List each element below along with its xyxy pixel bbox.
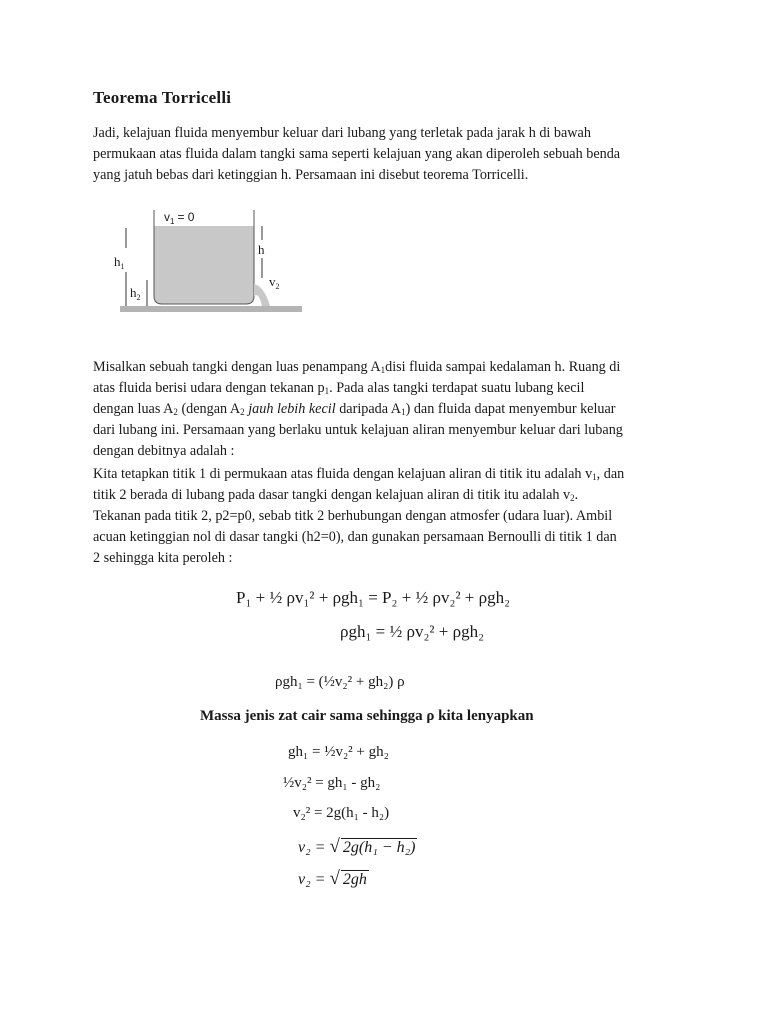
intro-line: yang jatuh bebas dari ketinggian h. Persamaan ini disebut teorema Torricelli. (93, 167, 529, 183)
paragraph-line: atas fluida berisi udara dengan tekanan $p_1$. Pada alas tangki terdapat suatu lubang kecil (93, 380, 585, 396)
tank-fluid (154, 226, 254, 304)
page-title: Teorema Torricelli (93, 88, 232, 107)
equation-step: ½v₂² = gh₁ - gh₂ (283, 775, 381, 791)
paragraph-line: dengan luas $A_2$ (dengan $A_2$ jauh lebih kecil daripada $A_1$) dan fluida dapat menyembur keluar (93, 401, 616, 417)
equation-torricelli: v₂ = √ 2gh (298, 868, 367, 889)
water-jet (254, 284, 270, 306)
paragraph-line: dari lubang ini. Persamaan yang berlaku untuk kelajuan aliran menyembur keluar dari lubang (93, 422, 623, 438)
label-h: h (258, 242, 265, 257)
equation-sqrt-h1-h2: v₂ = √ 2g(h₁ − h₂) (298, 836, 416, 857)
label-h1: $h_1$ (114, 254, 125, 271)
label-h2: $h_2$ (130, 285, 141, 302)
paragraph-line: Tekanan pada titik 2, p2=p0, sebab titk 2 berhubungan dengan atmosfer (udara luar). Ambil (93, 508, 613, 524)
radical-sign: √ (329, 836, 340, 857)
equation-step: v₂² = 2g(h₁ - h₂) (293, 805, 390, 821)
intro-line: Jadi, kelajuan fluida menyembur keluar dari lubang yang terletak pada jarak h di bawah (93, 125, 591, 141)
tank-description-paragraph (93, 357, 693, 462)
radical-sign: √ (329, 868, 340, 889)
paragraph-line: 2 sehingga kita peroleh : (93, 550, 233, 566)
torricelli-tank-diagram (112, 200, 302, 320)
intro-paragraph (93, 123, 693, 186)
paragraph-line: Misalkan sebuah tangki dengan luas penampang $A_1disi$ fluida sampai kedalaman h. Ruang di (93, 359, 621, 375)
equation-note: Massa jenis zat cair sama sehingga ρ kita lenyapkan (200, 708, 534, 724)
intro-line: permukaan atas fluida dalam tangki sama seperti kelajuan yang akan diperoleh sebuah benda (93, 146, 621, 162)
equation-step: gh₁ = ½v₂² + gh₂ (288, 744, 389, 760)
equation-bernoulli: P₁ + ½ ρv₁² + ρgh₁ = P₂ + ½ ρv₂² + ρgh₂ (236, 588, 511, 607)
paragraph-line: dengan debitnya adalah : (93, 443, 235, 459)
label-v1: $v_1 = 0$ (164, 210, 195, 226)
ground-base (120, 306, 302, 312)
label-v2: $v_2$ (269, 274, 280, 291)
paragraph-line: Kita tetapkan titik 1 di permukaan atas fluida dengan kelajuan aliran di titik itu adalah $v_1$, dan (93, 466, 625, 482)
bernoulli-setup-paragraph (93, 464, 693, 569)
paragraph-line: titik 2 berada di lubang pada dasar tangki dengan kelajuan aliran di titik itu adalah $v_2$. (93, 487, 579, 503)
equation-factored: ρgh₁ = (½v₂² + gh₂) ρ (275, 674, 405, 690)
paragraph-line: acuan ketinggian nol di dasar tangki (h2=0), dan gunakan persamaan Bernoulli di titik 1 dan (93, 529, 617, 545)
equation-simplified: ρgh₁ = ½ ρv₂² + ρgh₂ (340, 622, 485, 641)
